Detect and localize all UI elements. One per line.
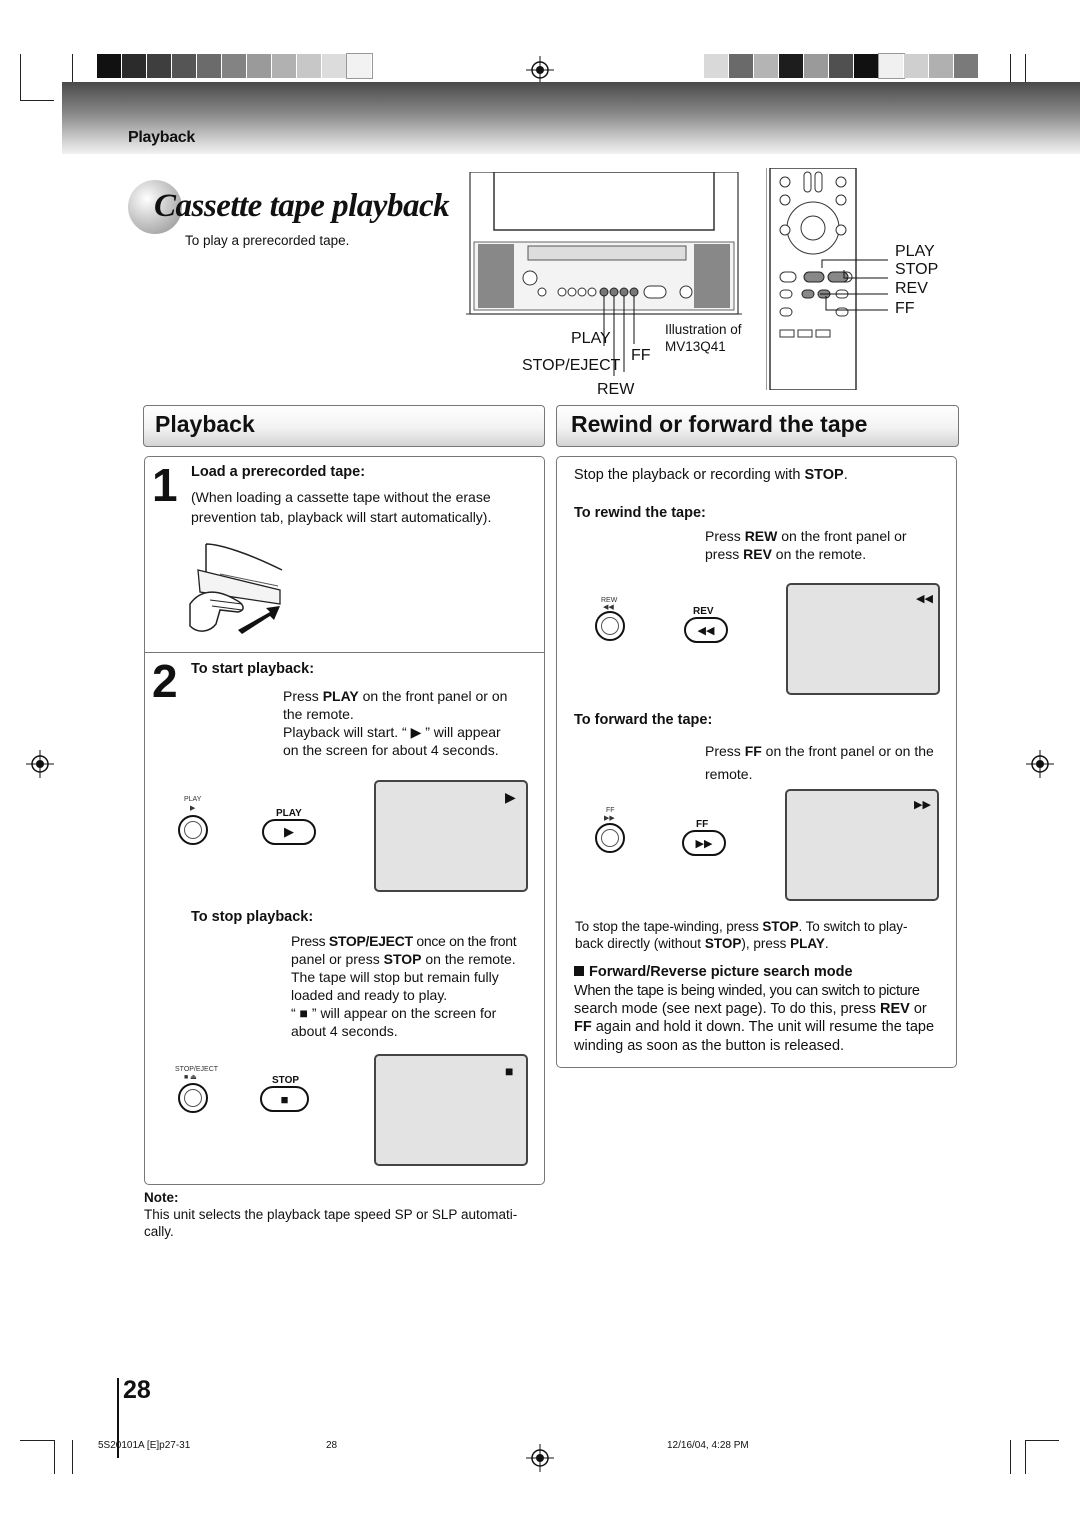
search-line2: search mode (see next page). To do this, press REV or [574, 1001, 927, 1017]
search-line1: When the tape is being winded, you can switch to picture [574, 983, 920, 999]
color-swatch [297, 54, 322, 78]
page-subtitle: To play a prerecorded tape. [185, 233, 350, 248]
step1-line1: (When loading a cassette tape without the erase [191, 489, 491, 505]
color-swatch [347, 54, 372, 78]
forward-line2: remote. [705, 766, 753, 782]
front-stop-eject-button-symbol: ■ ⏏ [184, 1074, 197, 1081]
crop-mark [20, 100, 54, 101]
fast-forward-icon: ▶▶ [914, 799, 931, 811]
color-swatch [272, 54, 297, 78]
front-play-button-label: PLAY [184, 796, 202, 803]
remote-rev-label: REV [895, 280, 928, 297]
stop-line1: Press STOP/EJECT once on the front [291, 933, 517, 949]
stop-line2: panel or press STOP on the remote. [291, 951, 516, 967]
registration-mark-icon [1026, 750, 1054, 778]
rewind-line1: Press REW on the front panel or [705, 528, 907, 544]
remote-rev-button[interactable] [684, 617, 728, 643]
front-rew-button-symbol: ◀◀ [603, 604, 614, 611]
page-title: Cassette tape playback [154, 188, 450, 224]
front-stop-eject-button-label: STOP/EJECT [175, 1066, 219, 1073]
registration-mark-icon [26, 750, 54, 778]
footer-file: 5S20101A [E]p27-31 [98, 1440, 191, 1451]
color-swatch [122, 54, 147, 78]
header-band [62, 82, 1080, 154]
bullet-square-icon [574, 966, 584, 976]
stop-playback-title: To stop playback: [191, 909, 314, 925]
rewind-icon: ◀◀ [697, 624, 715, 637]
color-swatch [197, 54, 222, 78]
cassette-loading-illustration [180, 540, 290, 640]
front-ff-button[interactable] [595, 823, 625, 853]
footer-date: 12/16/04, 4:28 PM [667, 1440, 749, 1451]
playback-heading: Playback [155, 411, 255, 437]
remote-play-button[interactable] [262, 819, 316, 845]
step1-line2: prevention tab, playback will start automatically). [191, 509, 492, 525]
step2-line4: on the screen for about 4 seconds. [283, 742, 499, 758]
stop-line6: about 4 seconds. [291, 1023, 398, 1039]
step2-line1: Press PLAY on the front panel or on [283, 688, 508, 704]
registration-mark-icon [526, 1444, 554, 1472]
remote-play-label: PLAY [895, 243, 935, 260]
stop-line5: “ ■ ” will appear on the screen for [291, 1005, 497, 1021]
step2-title: To start playback: [191, 661, 315, 677]
step-divider [144, 652, 545, 653]
search-line4: winding as soon as the button is released. [574, 1038, 845, 1054]
stop-icon: ■ [505, 1063, 514, 1079]
crop-mark [72, 1440, 73, 1474]
remote-ff-button-label: FF [696, 819, 709, 830]
rewind-line2: press REV on the remote. [705, 546, 867, 562]
front-rew-button-label: REW [601, 597, 618, 604]
crop-mark [1025, 1440, 1059, 1441]
color-swatch [854, 54, 879, 78]
registration-mark-icon [526, 56, 554, 84]
front-rew-button[interactable] [595, 611, 625, 641]
stop-line4: loaded and ready to play. [291, 987, 448, 1003]
stop-icon: ■ [280, 1091, 289, 1107]
front-play-label: PLAY [571, 330, 611, 347]
color-swatch [829, 54, 854, 78]
color-swatch [247, 54, 272, 78]
color-swatch [754, 54, 779, 78]
remote-play-button-label: PLAY [276, 808, 302, 819]
step2-line2: the remote. [283, 706, 354, 722]
remote-rev-button-label: REV [693, 606, 714, 617]
step2-line3: Playback will start. “ ▶ ” will appear [283, 724, 501, 740]
search-mode-title: Forward/Reverse picture search mode [589, 964, 853, 980]
illustration-caption-line1: Illustration of [665, 322, 742, 337]
note-line2: cally. [144, 1224, 174, 1239]
play-icon: ▶ [505, 789, 516, 805]
rewind-icon: ◀◀ [916, 593, 933, 605]
color-swatch [322, 54, 347, 78]
color-swatch [147, 54, 172, 78]
color-swatch [704, 54, 729, 78]
color-calibration-bar-left [97, 54, 372, 78]
front-ff-button-label: FF [606, 807, 615, 814]
forward-title: To forward the tape: [574, 712, 713, 728]
stop-line3: The tape will stop but remain fully [291, 969, 499, 985]
color-swatch [904, 54, 929, 78]
crop-mark [20, 54, 21, 100]
step-number-1: 1 [152, 459, 178, 511]
search-line3: FF again and hold it down. The unit will resume the tape [574, 1019, 935, 1035]
note-line1: This unit selects the playback tape speed SP or SLP automati- [144, 1207, 518, 1222]
color-swatch [172, 54, 197, 78]
remote-ff-label: FF [895, 300, 915, 317]
front-ff-label: FF [631, 347, 651, 364]
color-swatch [879, 54, 904, 78]
stop-winding-line2: back directly (without STOP), press PLAY. [575, 936, 829, 951]
note-title: Note: [144, 1190, 179, 1205]
front-stop-eject-button[interactable] [178, 1083, 208, 1113]
front-ff-button-symbol: ▶▶ [604, 815, 615, 822]
play-icon: ▶ [284, 824, 294, 839]
rewind-intro: Stop the playback or recording with STOP. [574, 467, 848, 483]
front-rew-label: REW [597, 381, 635, 398]
vcr-front-illustration [466, 172, 742, 318]
illustration-caption-line2: MV13Q41 [665, 339, 726, 354]
front-stop-eject-label: STOP/EJECT [522, 357, 621, 374]
color-swatch [222, 54, 247, 78]
crop-mark [20, 1440, 54, 1441]
color-swatch [729, 54, 754, 78]
remote-stop-button[interactable] [260, 1086, 309, 1112]
remote-leader-lines [818, 258, 892, 318]
remote-ff-button[interactable] [682, 830, 726, 856]
step-number-2: 2 [152, 655, 178, 707]
color-swatch [929, 54, 954, 78]
crop-mark [54, 1440, 55, 1474]
forward-line1: Press FF on the front panel or on the [705, 743, 934, 759]
color-swatch [804, 54, 829, 78]
color-swatch [779, 54, 804, 78]
stop-winding-line1: To stop the tape-winding, press STOP. To switch to play- [575, 919, 908, 934]
step1-title: Load a prerecorded tape: [191, 464, 366, 480]
front-play-button[interactable] [178, 815, 208, 845]
remote-stop-label: STOP [895, 261, 939, 278]
fast-forward-icon: ▶▶ [695, 837, 713, 850]
color-swatch [97, 54, 122, 78]
rewind-title: To rewind the tape: [574, 505, 706, 521]
remote-stop-button-label: STOP [272, 1075, 300, 1086]
crop-mark [1025, 1440, 1026, 1474]
section-label: Playback [128, 129, 195, 146]
rewind-heading: Rewind or forward the tape [571, 411, 868, 437]
crop-mark [1010, 1440, 1011, 1474]
page-number: 28 [123, 1376, 151, 1404]
color-swatch [954, 54, 979, 78]
footer-page: 28 [326, 1440, 338, 1451]
front-play-button-symbol: ▶ [190, 805, 196, 812]
color-calibration-bar-right [704, 54, 979, 78]
